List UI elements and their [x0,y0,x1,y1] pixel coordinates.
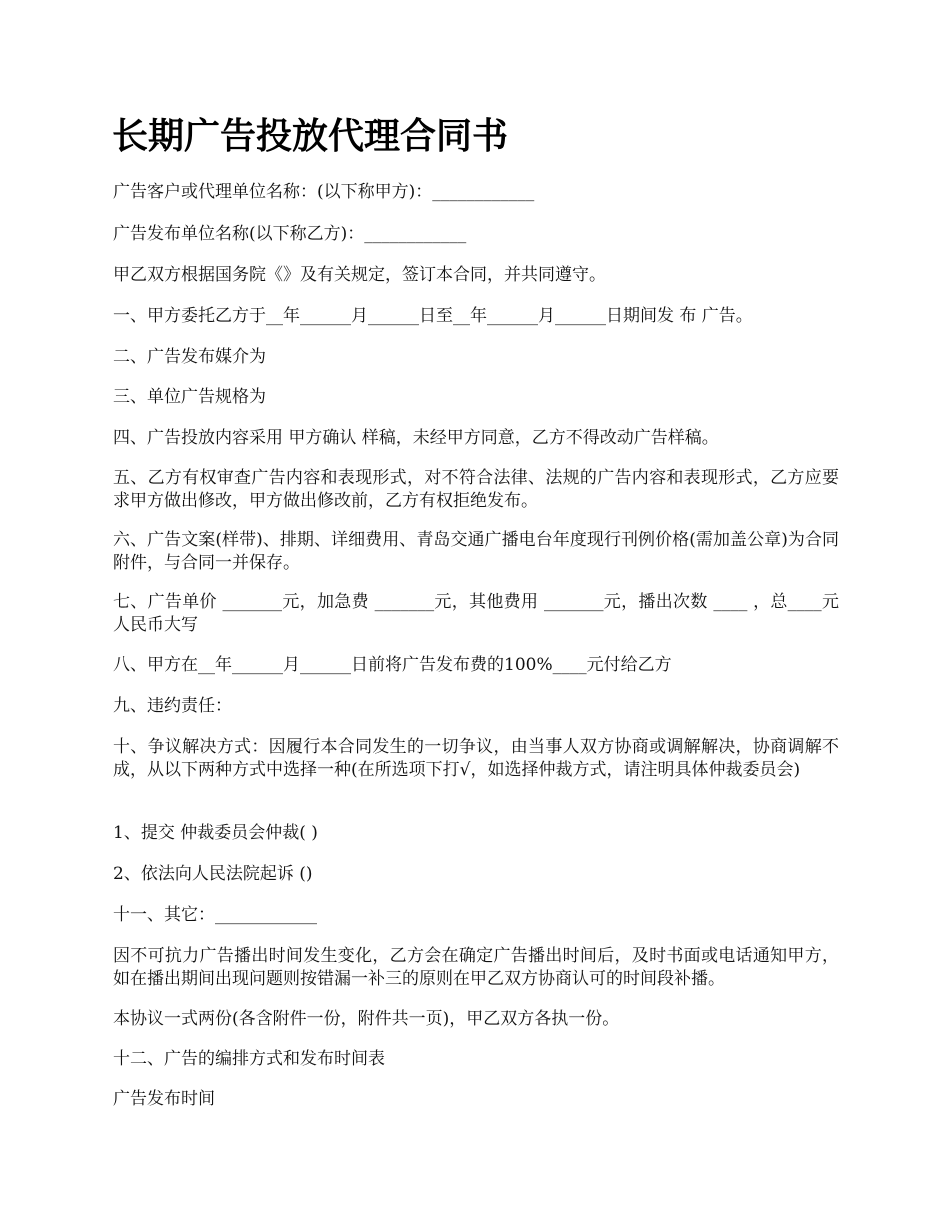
copies-paragraph: 本协议一式两份(各含附件一份，附件共一页)，甲乙双方各执一份。 [113,1009,620,1029]
clause-5-paragraph: 五、乙方有权审查广告内容和表现形式，对不符合法律、法规的广告内容和表现形式，乙方应要求甲方做出修改，甲方做出修改前，乙方有权拒绝发布。 [113,468,839,511]
clause-2-paragraph: 二、广告发布媒介为 [113,347,266,367]
party-b-line: 广告发布单位名称(以下称乙方)：____________ [113,224,467,244]
clause-4-paragraph: 四、广告投放内容采用 甲方确认 样稿，未经甲方同意，乙方不得改动广告样稿。 [113,428,719,448]
clause-7-paragraph: 七、广告单价 _______元，加急费 _______元，其他费用 _______元，播出次数 ____ ，总____元人民币大写 [113,592,839,635]
clause-6-paragraph: 六、广告文案(样带)、排期、详细费用、青岛交通广播电台年度现行刊例价格(需加盖公章)为合同附件，与合同一并保存。 [113,530,839,573]
clause-8-paragraph: 八、甲方在__年______月______日前将广告发布费的100%____元付给乙方 [113,655,672,675]
clause-12-paragraph: 十二、广告的编排方式和发布时间表 [113,1049,385,1069]
clause-1-paragraph: 一、甲方委托乙方于__年______月______日至__年______月______日期间发 布 广告。 [113,306,753,326]
force-majeure-paragraph: 因不可抗力广告播出时间发生变化，乙方会在确定广告播出时间后，及时书面或电话通知甲方，如在播出期间出现问题则按错漏一补三的原则在甲乙双方协商认可的时间段补播。 [113,946,839,989]
option-2-paragraph: 2、依法向人民法院起诉 () [113,864,313,884]
clause-11-paragraph: 十一、其它：____________ [113,905,317,925]
clause-9-paragraph: 九、违约责任： [113,696,232,716]
publish-time-paragraph: 广告发布时间 [113,1089,215,1109]
document-title: 长期广告投放代理合同书 [112,115,509,157]
clause-3-paragraph: 三、单位广告规格为 [113,387,266,407]
option-1-paragraph: 1、提交 仲裁委员会仲裁( ) [113,823,318,843]
party-a-line: 广告客户或代理单位名称：(以下称甲方)：____________ [113,182,535,202]
clause-10-paragraph: 十、争议解决方式：因履行本合同发生的一切争议，由当事人双方协商或调解解决，协商调解不成，从以下两种方式中选择一种(在所选项下打√，如选择仲裁方式，请注明具体仲裁委员会) [113,737,839,780]
preamble-paragraph: 甲乙双方根据国务院《》及有关规定，签订本合同，并共同遵守。 [113,265,606,285]
